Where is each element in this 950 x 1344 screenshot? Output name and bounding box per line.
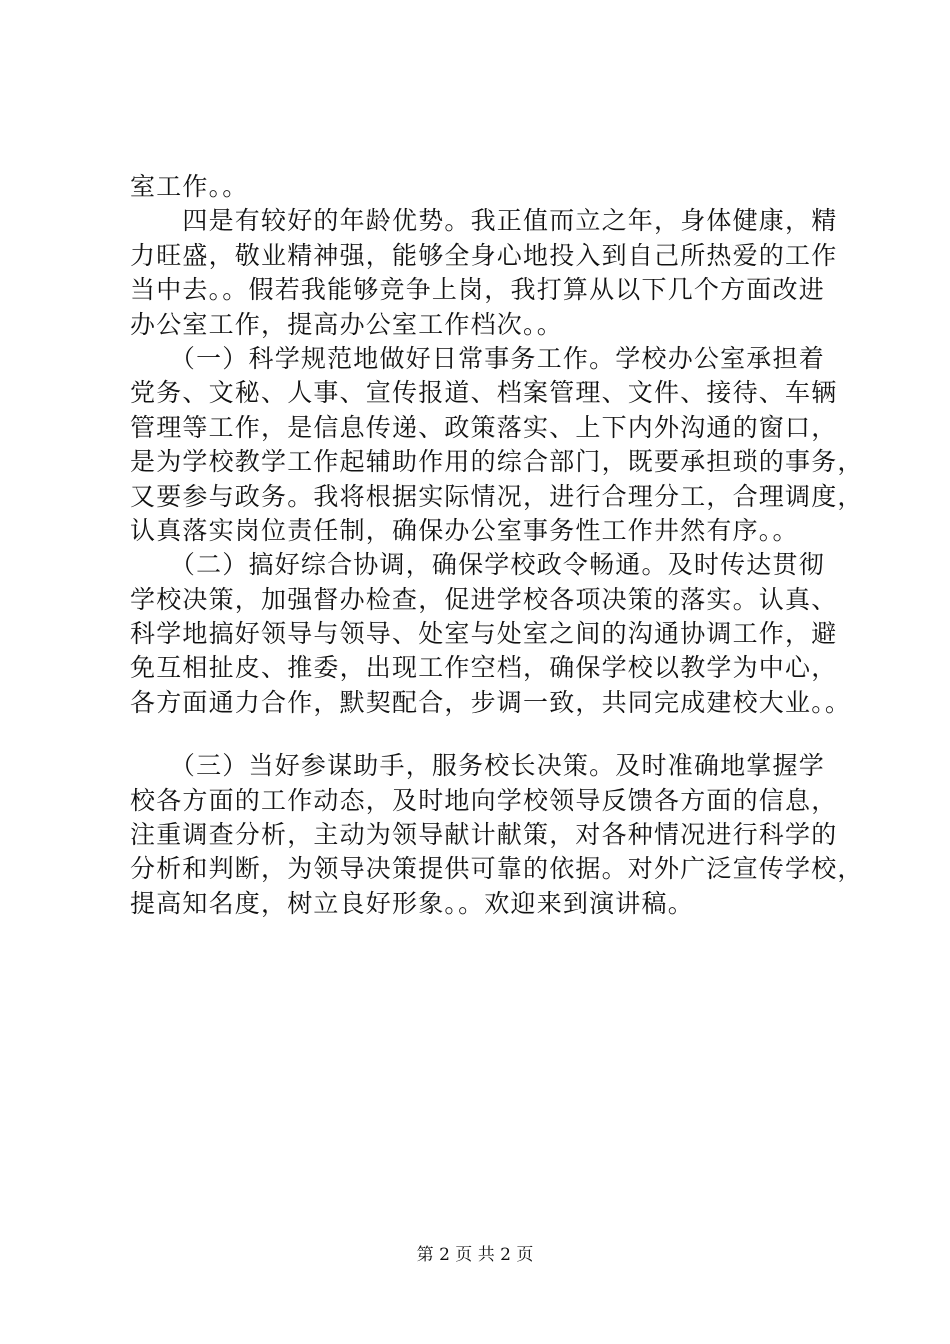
text-line: 各方面通力合作，默契配合，步调一致，共同完成建校大业。。 [130, 687, 852, 717]
text-line: 力旺盛，敬业精神强，能够全身心地投入到自己所热爱的工作 [130, 240, 838, 270]
text-line: 办公室工作，提高办公室工作档次。。 [130, 309, 563, 339]
text-line: 免互相扯皮、推委，出现工作空档，确保学校以教学为中心， [130, 653, 838, 683]
text-line: 当中去。。假若我能够竞争上岗，我打算从以下几个方面改进 [130, 275, 825, 305]
text-line: 又要参与政务。我将根据实际情况，进行合理分工，合理调度， [130, 481, 864, 511]
text-line: （三）当好参谋助手，服务校长决策。及时准确地掌握学 [130, 751, 825, 781]
text-line: 四是有较好的年龄优势。我正值而立之年，身体健康，精 [130, 206, 838, 236]
text-line: 注重调查分析，主动为领导献计献策，对各种情况进行科学的 [130, 820, 838, 850]
text-line: （一）科学规范地做好日常事务工作。学校办公室承担着 [130, 343, 825, 373]
text-line: 党务、文秘、人事、宣传报道、档案管理、文件、接待、车辆 [130, 378, 838, 408]
text-line: 校各方面的工作动态，及时地向学校领导反馈各方面的信息， [130, 785, 838, 815]
text-line: 认真落实岗位责任制，确保办公室事务性工作井然有序。。 [130, 515, 799, 545]
text-line: 室工作。。 [130, 172, 249, 201]
text-line: 提高知名度，树立良好形象。。欢迎来到演讲稿。 [130, 888, 694, 918]
text-line: （二）搞好综合协调，确保学校政令畅通。及时传达贯彻 [130, 550, 825, 580]
text-line: 分析和判断，为领导决策提供可靠的依据。对外广泛宣传学校， [130, 854, 864, 884]
body-text [130, 170, 864, 921]
text-line: 学校决策，加强督办检查，促进学校各项决策的落实。认真、 [130, 584, 838, 614]
text-line: 科学地搞好领导与领导、处室与处室之间的沟通协调工作，避 [130, 619, 838, 649]
text-line: 管理等工作，是信息传递、政策落实、上下内外沟通的窗口， [130, 412, 838, 442]
text-line: 是为学校教学工作起辅助作用的综合部门，既要承担琐的事务， [130, 447, 864, 477]
page-number-footer: 第 2 页 共 2 页 [416, 1245, 534, 1265]
paragraph-gap [130, 720, 850, 749]
